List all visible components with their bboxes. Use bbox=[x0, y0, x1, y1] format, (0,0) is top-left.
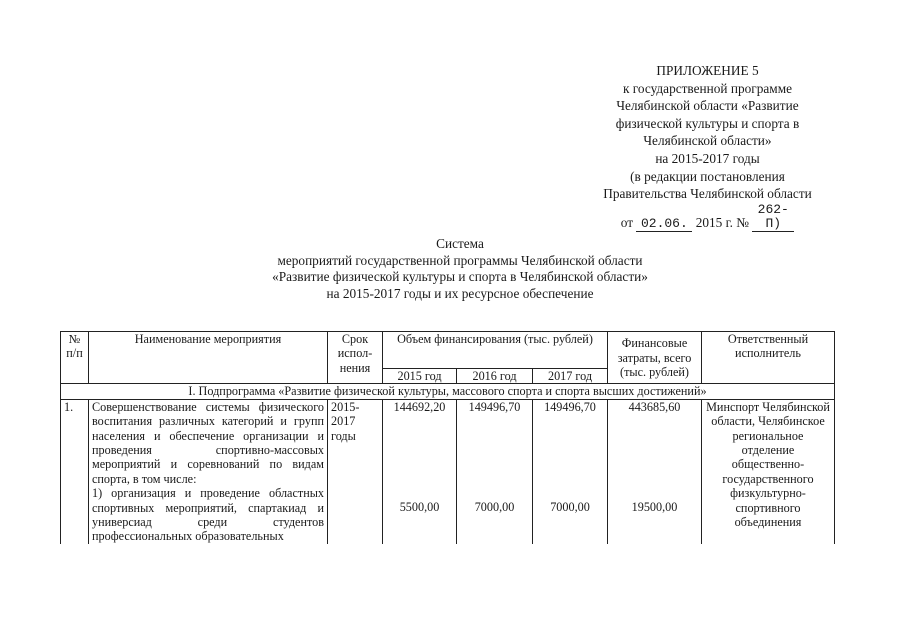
header-total: Финансовые затраты, всего (тыс. рублей) bbox=[608, 332, 702, 384]
sub-total-value: 19500,00 bbox=[631, 500, 678, 515]
header-year-2017: 2017 год bbox=[533, 369, 608, 384]
header-responsible: Ответственный исполнитель bbox=[702, 332, 835, 384]
section-title: I. Подпрограмма «Развитие физической культуры, массового спорта и спорта высших достижений» bbox=[61, 384, 835, 399]
appendix-header bbox=[585, 62, 830, 232]
decree-reference bbox=[585, 203, 830, 232]
appendix-line: физической культуры и спорта в bbox=[615, 115, 800, 131]
title-line: Система bbox=[436, 236, 484, 251]
header-num: № п/п bbox=[61, 332, 89, 384]
title-line: «Развитие физической культуры и спорта в Челябинской области» bbox=[272, 269, 648, 284]
header-year-2016: 2016 год bbox=[457, 369, 533, 384]
table-row bbox=[61, 399, 835, 544]
header-name: Наименование мероприятия bbox=[89, 332, 328, 384]
appendix-line: (в редакции постановления bbox=[630, 168, 785, 184]
header-term: Срок испол-нения bbox=[328, 332, 383, 384]
appendix-line: Правительства Челябинской области bbox=[603, 186, 812, 202]
section-row bbox=[61, 384, 835, 399]
appendix-line: на 2015-2017 годы bbox=[655, 150, 760, 166]
header-row bbox=[61, 332, 835, 369]
value-2016: 149496,70 bbox=[468, 399, 521, 414]
year-label: 2015 г. № bbox=[695, 214, 749, 230]
value-2017: 149496,70 bbox=[544, 399, 596, 414]
header-funding: Объем финансирования (тыс. рублей) bbox=[383, 332, 608, 369]
row-funding-2016 bbox=[457, 399, 533, 544]
total-value: 443685,60 bbox=[628, 399, 681, 414]
sub-value-2015: 5500,00 bbox=[399, 500, 440, 515]
row-num: 1. bbox=[61, 399, 89, 544]
sub-value-2017: 7000,00 bbox=[550, 500, 590, 515]
row-responsible: Минспорт Челябинской области, Челябинское региональное отделение общественно-государственного физкультурно-спортивного объединения bbox=[702, 399, 835, 544]
row-name-sub: 1) организация и проведение областных спортивных мероприятий, спартакиад и универсиад среди студентов профессиональных образовательных bbox=[92, 486, 324, 544]
document-title bbox=[150, 236, 770, 302]
value-2015: 144692,20 bbox=[393, 399, 446, 414]
activities-table bbox=[60, 331, 835, 544]
handwritten-number: 262-П) bbox=[752, 203, 794, 232]
title-line: на 2015-2017 годы и их ресурсное обеспечение bbox=[326, 285, 594, 301]
row-name-main: Совершенствование системы физического воспитания различных категорий и групп населения и обеспечение организации и проведения спортивно-массовых мероприятий и соревнований по видам спорта, в том числе: bbox=[92, 399, 324, 486]
appendix-line: к государственной программе bbox=[622, 80, 793, 96]
handwritten-date: 02.06. bbox=[636, 217, 692, 232]
header-year-2015: 2015 год bbox=[383, 369, 457, 384]
row-term: 2015-2017 годы bbox=[328, 399, 383, 544]
title-line: мероприятий государственной программы Челябинской области bbox=[277, 252, 643, 268]
row-funding-2015 bbox=[383, 399, 457, 544]
appendix-line: Челябинской области «Развитие bbox=[616, 98, 799, 114]
row-funding-2017 bbox=[533, 399, 608, 544]
appendix-line: Челябинской области» bbox=[643, 133, 772, 149]
from-label: от bbox=[620, 214, 634, 230]
row-name bbox=[89, 399, 328, 544]
appendix-title: ПРИЛОЖЕНИЕ 5 bbox=[656, 63, 759, 78]
sub-value-2016: 7000,00 bbox=[474, 500, 515, 515]
row-total bbox=[608, 399, 702, 544]
